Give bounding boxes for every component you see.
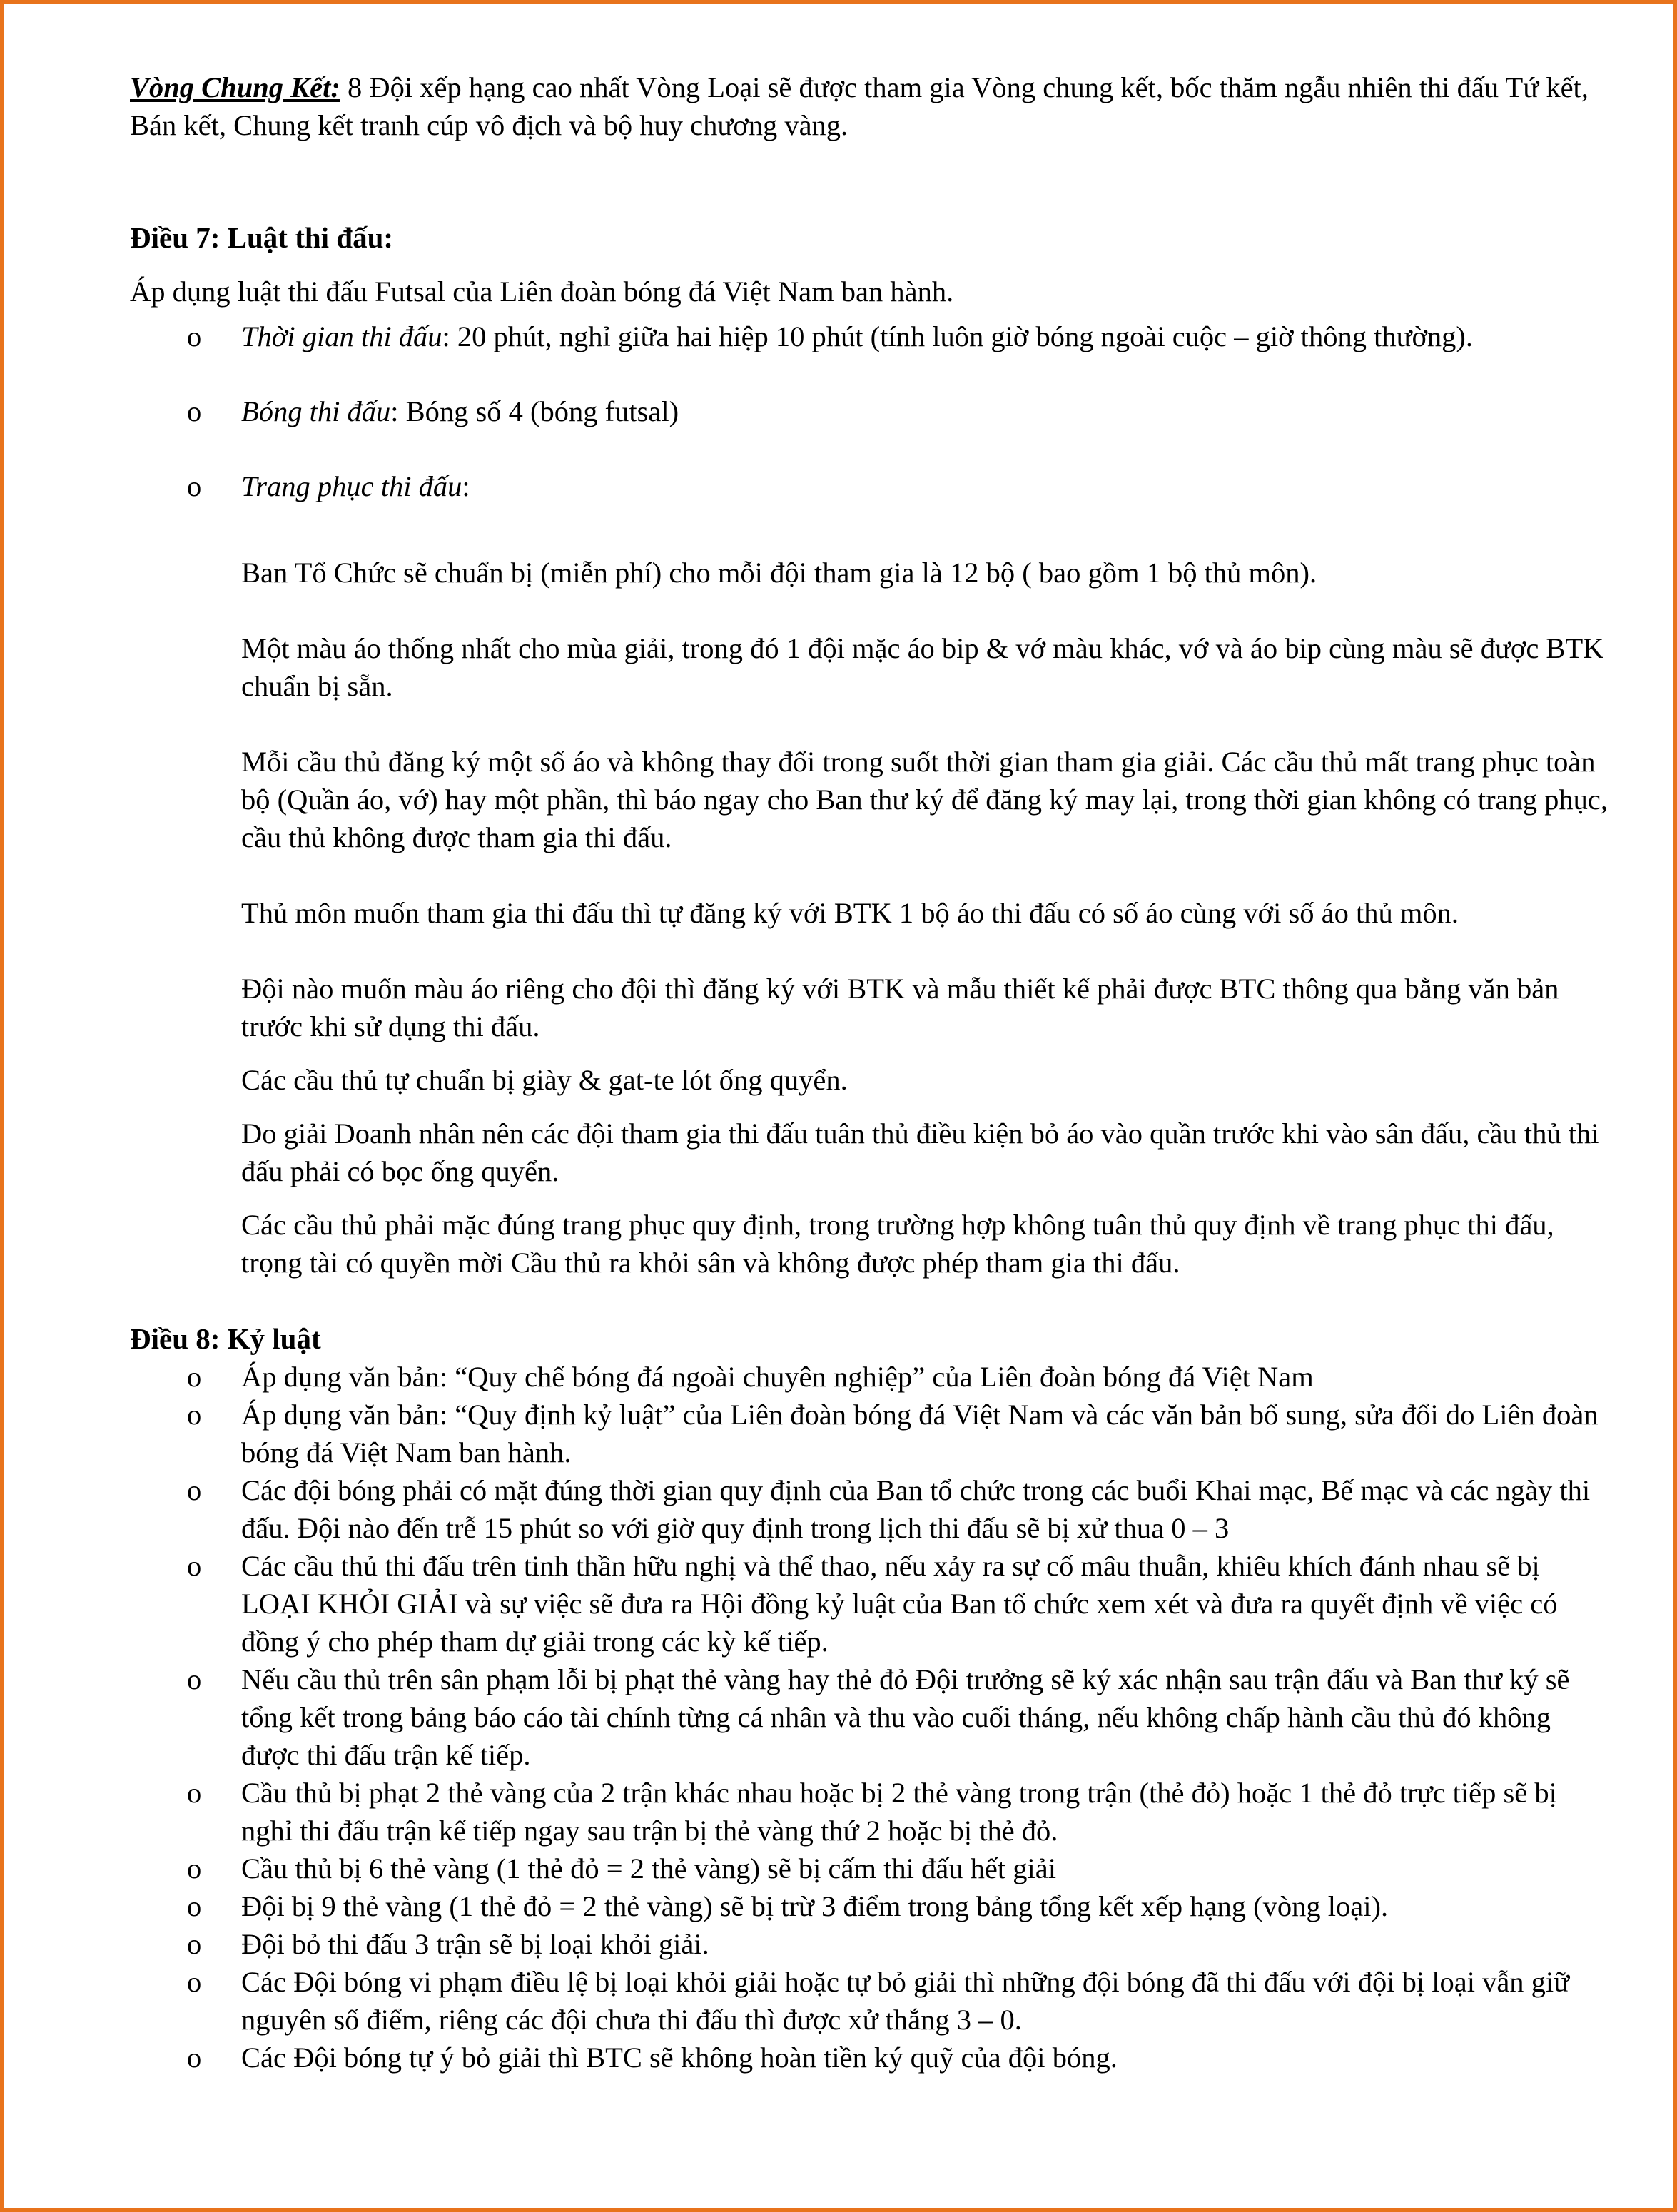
item-text: Đội bị 9 thẻ vàng (1 thẻ đỏ = 2 thẻ vàng) sẽ bị trừ 3 điểm trong bảng tổng kết xếp hạng (vòng loại). bbox=[241, 1890, 1389, 1922]
item-text: Áp dụng văn bản: “Quy chế bóng đá ngoài chuyên nghiệp” của Liên đoàn bóng đá Việt Nam bbox=[241, 1361, 1314, 1393]
item-text: Các cầu thủ thi đấu trên tinh thần hữu nghị và thể thao, nếu xảy ra sự cố mâu thuẫn, khiêu khích đánh nhau sẽ bị LOẠI KHỎI GIẢI và sự việc sẽ đưa ra Hội đồng kỷ luật của Ban tổ chức xem xét và đưa ra quyết định về việc có đồng ý cho phép tham dự giải trong các kỳ kế tiếp. bbox=[241, 1550, 1558, 1658]
item-text: : 20 phút, nghỉ giữa hai hiệp 10 phút (tính luôn giờ bóng ngoài cuộc – giờ thông thường). bbox=[442, 320, 1474, 352]
list-item bbox=[130, 1471, 1614, 1547]
article7-heading: Điều 7: Luật thi đấu: bbox=[130, 221, 394, 254]
item-label: Thời gian thi đấu bbox=[241, 320, 442, 352]
bullet-mark: o bbox=[187, 1550, 202, 1582]
article8-list bbox=[130, 1358, 1614, 2076]
item-text: : bbox=[462, 470, 470, 502]
bullet-mark: o bbox=[187, 1852, 202, 1884]
article7-list bbox=[130, 318, 1614, 505]
uniform-paragraph: Các cầu thủ phải mặc đúng trang phục quy định, trong trường hợp không tuân thủ quy định về trang phục thi đấu, trọng tài có quyền mời Cầu thủ ra khỏi sân và không được phép tham gia thi đấu. bbox=[241, 1209, 1554, 1279]
document-body bbox=[130, 69, 1614, 2076]
list-item bbox=[130, 1850, 1614, 1887]
list-item bbox=[130, 1358, 1614, 1396]
item-text: Các Đội bóng tự ý bỏ giải thì BTC sẽ không hoàn tiền ký quỹ của đội bóng. bbox=[241, 2041, 1118, 2074]
final-round-paragraph bbox=[130, 69, 1614, 144]
article7-intro: Áp dụng luật thi đấu Futsal của Liên đoàn bóng đá Việt Nam ban hành. bbox=[130, 275, 954, 308]
bullet-mark: o bbox=[187, 1966, 202, 1998]
item-text: Đội bỏ thi đấu 3 trận sẽ bị loại khỏi giải. bbox=[241, 1928, 709, 1960]
bullet-mark: o bbox=[187, 2041, 202, 2074]
bullet-mark: o bbox=[187, 1777, 202, 1809]
list-item bbox=[130, 1774, 1614, 1850]
list-item bbox=[130, 1887, 1614, 1925]
bullet-mark: o bbox=[187, 470, 202, 502]
bullet-mark: o bbox=[187, 320, 202, 352]
bullet-mark: o bbox=[187, 1361, 202, 1393]
article8-heading: Điều 8: Kỷ luật bbox=[130, 1322, 321, 1355]
bullet-mark: o bbox=[187, 395, 202, 427]
item-text: Cầu thủ bị 6 thẻ vàng (1 thẻ đỏ = 2 thẻ vàng) sẽ bị cấm thi đấu hết giải bbox=[241, 1852, 1056, 1884]
uniform-paragraph: Do giải Doanh nhân nên các đội tham gia thi đấu tuân thủ điều kiện bỏ áo vào quần trước khi vào sân đấu, cầu thủ thi đấu phải có bọc ống quyển. bbox=[241, 1117, 1599, 1187]
item-label: Bóng thi đấu bbox=[241, 395, 391, 427]
list-item bbox=[130, 1963, 1614, 2039]
bullet-mark: o bbox=[187, 1890, 202, 1922]
item-text: Cầu thủ bị phạt 2 thẻ vàng của 2 trận khác nhau hoặc bị 2 thẻ vàng trong trận (thẻ đỏ) hoặc 1 thẻ đỏ trực tiếp sẽ bị nghỉ thi đấu trận kế tiếp ngay sau trận bị thẻ vàng thứ 2 hoặc bị thẻ đỏ. bbox=[241, 1777, 1557, 1847]
list-item bbox=[130, 392, 1614, 430]
list-item bbox=[130, 1396, 1614, 1471]
bullet-mark: o bbox=[187, 1928, 202, 1960]
uniform-paragraphs bbox=[130, 554, 1614, 1282]
uniform-paragraph: Mỗi cầu thủ đăng ký một số áo và không thay đổi trong suốt thời gian tham gia giải. Các cầu thủ mất trang phục toàn bộ (Quần áo, vớ) hay một phần, thì báo ngay cho Ban thư ký để đăng ký may lại, trong thời gian không có trang phục, cầu thủ không được tham gia thi đấu. bbox=[241, 746, 1608, 853]
final-round-text: 8 Đội xếp hạng cao nhất Vòng Loại sẽ được tham gia Vòng chung kết, bốc thăm ngẫu nhiên thi đấu Tứ kết, Bán kết, Chung kết tranh cúp vô địch và bộ huy chương vàng. bbox=[130, 71, 1589, 141]
bullet-mark: o bbox=[187, 1399, 202, 1431]
uniform-paragraph: Ban Tổ Chức sẽ chuẩn bị (miễn phí) cho mỗi đội tham gia là 12 bộ ( bao gồm 1 bộ thủ môn). bbox=[241, 557, 1317, 589]
item-label: Trang phục thi đấu bbox=[241, 470, 462, 502]
item-text: Nếu cầu thủ trên sân phạm lỗi bị phạt thẻ vàng hay thẻ đỏ Đội trưởng sẽ ký xác nhận sau trận đấu và Ban thư ký sẽ tổng kết trong bảng báo cáo tài chính từng cá nhân và thu vào cuối tháng, nếu không chấp hành cầu thủ đó không được thi đấu trận kế tiếp. bbox=[241, 1663, 1570, 1771]
item-text: : Bóng số 4 (bóng futsal) bbox=[390, 395, 679, 427]
final-round-label: Vòng Chung Kết: bbox=[130, 71, 340, 103]
bullet-mark: o bbox=[187, 1474, 202, 1506]
uniform-paragraph: Một màu áo thống nhất cho mùa giải, trong đó 1 đội mặc áo bip & vớ màu khác, vớ và áo bip cùng màu sẽ được BTK chuẩn bị sẵn. bbox=[241, 632, 1604, 702]
list-item bbox=[130, 318, 1614, 355]
bullet-mark: o bbox=[187, 1663, 202, 1695]
uniform-paragraph: Đội nào muốn màu áo riêng cho đội thì đăng ký với BTK và mẫu thiết kế phải được BTC thông qua bằng văn bản trước khi sử dụng thi đấu. bbox=[241, 973, 1559, 1042]
list-item bbox=[130, 1925, 1614, 1963]
list-item bbox=[130, 1660, 1614, 1774]
list-item bbox=[130, 467, 1614, 505]
uniform-paragraph: Thủ môn muốn tham gia thi đấu thì tự đăng ký với BTK 1 bộ áo thi đấu có số áo cùng với số áo thủ môn. bbox=[241, 897, 1459, 929]
item-text: Các Đội bóng vi phạm điều lệ bị loại khỏi giải hoặc tự bỏ giải thì những đội bóng đã thi đấu với đội bị loại vẫn giữ nguyên số điểm, riêng các đội chưa thi đấu thì được xử thắng 3 – 0. bbox=[241, 1966, 1570, 2036]
uniform-paragraph: Các cầu thủ tự chuẩn bị giày & gat-te lót ống quyển. bbox=[241, 1064, 848, 1096]
list-item bbox=[130, 2039, 1614, 2076]
list-item bbox=[130, 1547, 1614, 1660]
item-text: Các đội bóng phải có mặt đúng thời gian quy định của Ban tổ chức trong các buổi Khai mạc, Bế mạc và các ngày thi đấu. Đội nào đến trễ 15 phút so với giờ quy định trong lịch thi đấu sẽ bị xử thua 0 – 3 bbox=[241, 1474, 1591, 1544]
item-text: Áp dụng văn bản: “Quy định kỷ luật” của Liên đoàn bóng đá Việt Nam và các văn bản bổ sung, sửa đổi do Liên đoàn bóng đá Việt Nam ban hành. bbox=[241, 1399, 1599, 1468]
